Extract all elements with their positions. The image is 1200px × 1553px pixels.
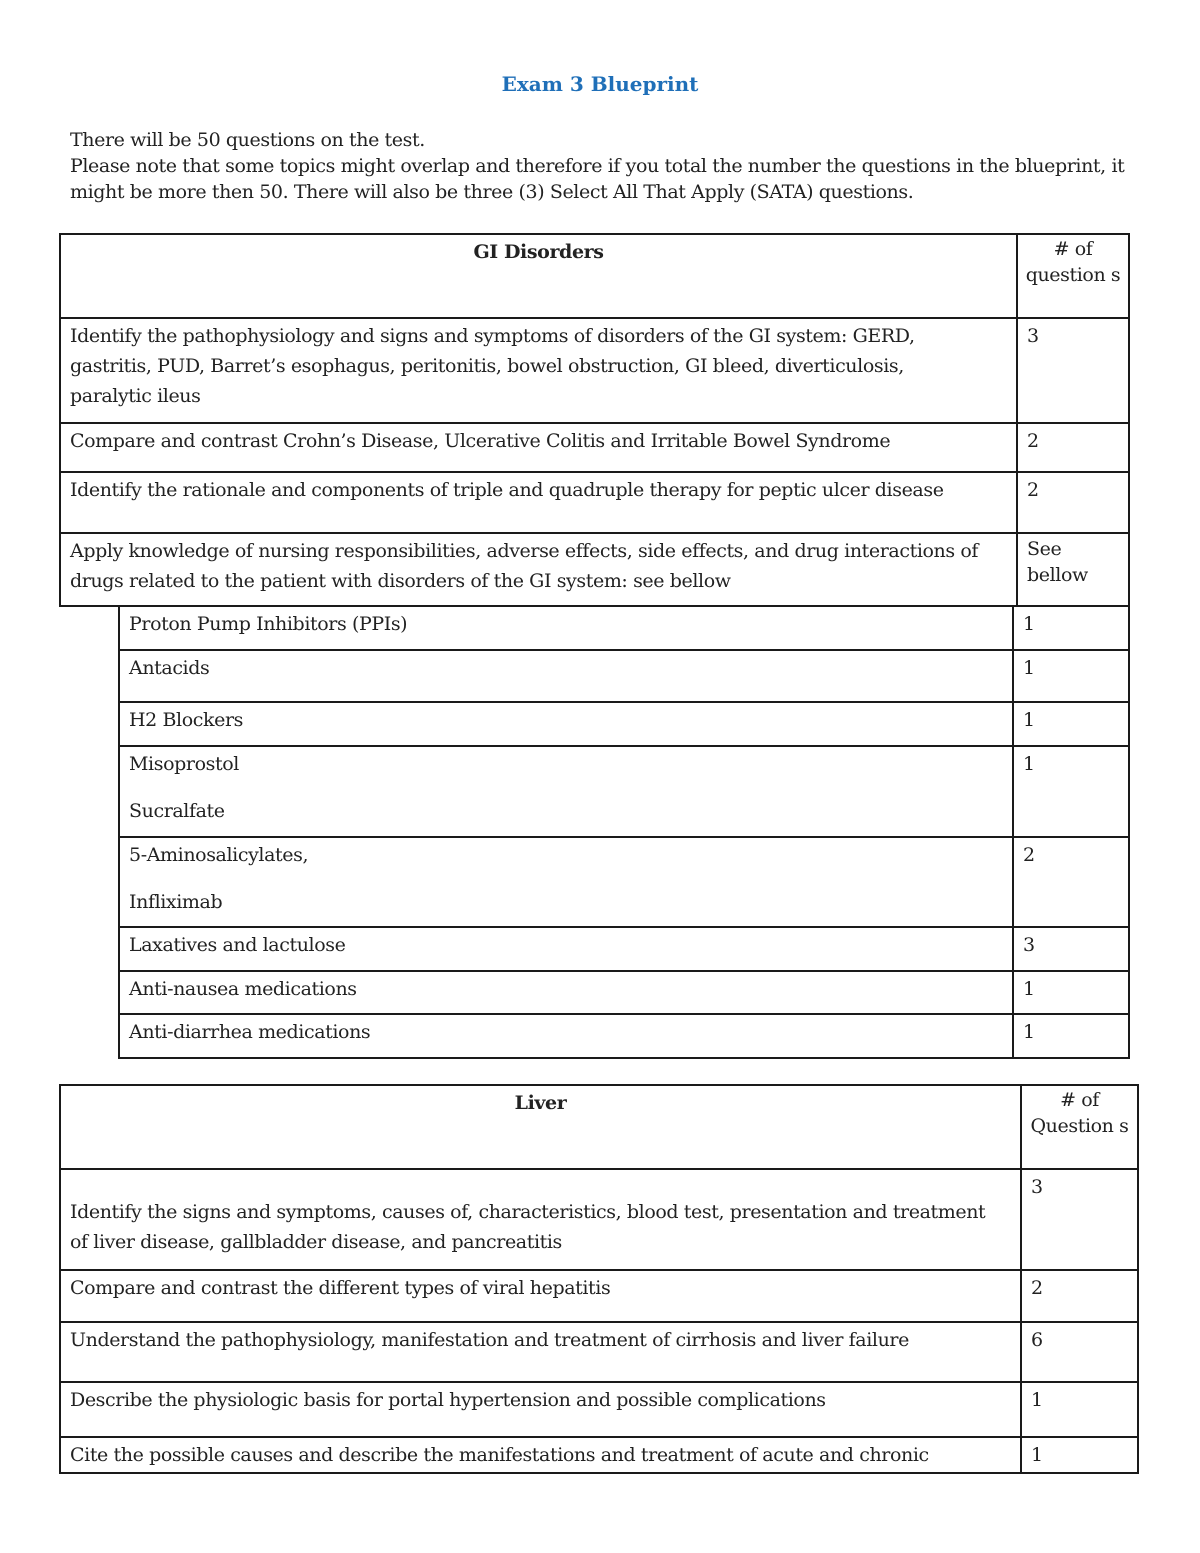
drug-cell: H2 Blockers [119, 702, 1013, 746]
table-row [60, 423, 1129, 472]
topic-cell [60, 318, 1017, 423]
table-row [119, 746, 1129, 837]
topic-line: Apply knowledge of nursing responsibilities, adverse effects, side effects, and drug interactions of [70, 540, 979, 562]
drug-cell: Antacids [119, 650, 1013, 702]
topic-cell [60, 1322, 1021, 1382]
topic-cell [60, 1270, 1021, 1322]
count-cell: 3 [1017, 318, 1129, 423]
count-cell: 1 [1013, 650, 1129, 702]
topic-cell [60, 423, 1017, 472]
topic-cell [60, 533, 1017, 606]
table-row [60, 318, 1129, 423]
intro-line: There will be 50 questions on the test. [70, 129, 425, 151]
intro-text [70, 127, 1140, 205]
topic-line: Identify the signs and symptoms, causes of, characteristics, blood test, presentation and treatment [70, 1201, 986, 1223]
count-cell: 2 [1013, 837, 1129, 927]
topic-line: of liver disease, gallbladder disease, and pancreatitis [70, 1231, 562, 1253]
count-header: # of Question s [1021, 1085, 1138, 1169]
topic-cell [60, 1169, 1021, 1270]
drug-cell: Anti-diarrhea medications [119, 1014, 1013, 1058]
count-cell: 1 [1021, 1437, 1138, 1473]
topic-cell [60, 1437, 1021, 1473]
page-title: Exam 3 Blueprint [501, 72, 699, 96]
liver-header: Liver [60, 1085, 1021, 1169]
drug-cell [119, 746, 1013, 837]
table-row [60, 1382, 1138, 1437]
topic-line: Identify the rationale and components of triple and quadruple therapy for peptic ulcer disease [70, 479, 944, 501]
topic-line: Identify the pathophysiology and signs and symptoms of disorders of the GI system: GERD, [70, 325, 915, 347]
table-row [119, 702, 1129, 746]
drug-cell [119, 837, 1013, 927]
table-row [60, 472, 1129, 533]
gi-disorders-table [59, 233, 1130, 607]
table-row [119, 837, 1129, 927]
topic-line: Describe the physiologic basis for portal hypertension and possible complications [70, 1389, 826, 1411]
table-row [119, 927, 1129, 971]
topic-line: paralytic ileus [70, 385, 201, 407]
drug-line: 5-Aminosalicylates, [129, 844, 309, 866]
count-cell: 1 [1013, 971, 1129, 1014]
drug-line: Sucralfate [129, 800, 225, 822]
table-row [60, 1322, 1138, 1382]
topic-line: drugs related to the patient with disorders of the GI system: see bellow [70, 570, 731, 592]
table-row [60, 1169, 1138, 1270]
count-cell: 1 [1013, 1014, 1129, 1058]
table-row [119, 606, 1129, 650]
intro-line: Please note that some topics might overlap and therefore if you total the number the questions in the blueprint, it [70, 155, 1125, 177]
drug-table [118, 605, 1130, 1059]
intro-line: might be more then 50. There will also be three (3) Select All That Apply (SATA) questions. [70, 181, 914, 203]
table-header-row [60, 234, 1129, 318]
table-row [60, 533, 1129, 606]
table-row [119, 971, 1129, 1014]
drug-cell: Proton Pump Inhibitors (PPIs) [119, 606, 1013, 650]
topic-line: Compare and contrast the different types of viral hepatitis [70, 1277, 611, 1299]
count-cell: 2 [1021, 1270, 1138, 1322]
count-cell: 3 [1021, 1169, 1138, 1270]
count-cell: 6 [1021, 1322, 1138, 1382]
table-row [60, 1270, 1138, 1322]
topic-line: Understand the pathophysiology, manifestation and treatment of cirrhosis and liver failure [70, 1329, 909, 1351]
topic-cell [60, 1382, 1021, 1437]
count-cell: 1 [1021, 1382, 1138, 1437]
table-row [60, 1437, 1138, 1473]
table-header-row [60, 1085, 1138, 1169]
table-row [119, 1014, 1129, 1058]
topic-line: Cite the possible causes and describe the manifestations and treatment of acute and chronic [70, 1444, 929, 1466]
count-cell: 1 [1013, 746, 1129, 837]
liver-table [59, 1084, 1139, 1474]
count-header: # of question s [1017, 234, 1129, 318]
table-row [119, 650, 1129, 702]
count-cell: 3 [1013, 927, 1129, 971]
topic-line: gastritis, PUD, Barret’s esophagus, peritonitis, bowel obstruction, GI bleed, diverticulosis, [70, 355, 904, 377]
count-cell: 2 [1017, 423, 1129, 472]
count-cell: 1 [1013, 702, 1129, 746]
topic-line: Compare and contrast Crohn’s Disease, Ulcerative Colitis and Irritable Bowel Syndrome [70, 430, 891, 452]
drug-line: Misoprostol [129, 753, 239, 775]
drug-line: Infliximab [129, 891, 223, 913]
drug-cell: Anti-nausea medications [119, 971, 1013, 1014]
count-cell: 2 [1017, 472, 1129, 533]
count-cell: See bellow [1017, 533, 1129, 606]
gi-header: GI Disorders [60, 234, 1017, 318]
drug-cell: Laxatives and lactulose [119, 927, 1013, 971]
topic-cell [60, 472, 1017, 533]
count-cell: 1 [1013, 606, 1129, 650]
